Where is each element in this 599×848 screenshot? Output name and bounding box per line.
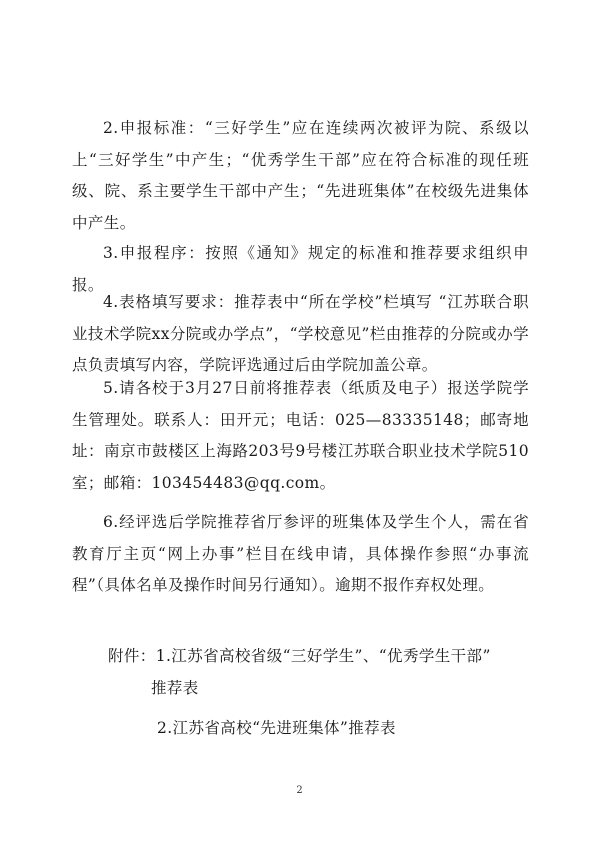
page-number: 2 [296,785,303,796]
paragraph-submission-contact: 5.请各校于3月27日前将推荐表（纸质及电子）报送学院学生管理处。联系人：田开元；电话：025—83335148；邮寄地址：南京市鼓楼区上海路203号9号楼江苏联合职业技术学院510室；邮箱：103454483@qq.com。 [72,379,529,492]
attachment-heading: 附件：1.江苏省高校省级“三好学生”、“优秀学生干部” [108,647,491,665]
paragraph-form-requirements: 4.表格填写要求：推荐表中“所在学校”栏填写 “江苏联合职业技术学院xx分院或办学点”，“学校意见”栏由推荐的分院或办学点负责填写内容，学院评选通过后由学院加盖公章。 [72,293,529,374]
paragraph-online-application: 6.经评选后学院推荐省厅参评的班集体及学生个人，需在省教育厅主页“网上办事”栏目在线申请，具体操作参照“办事流程”（具体名单及操作时间另行通知）。逾期不报作弃权处理。 [72,513,529,594]
paragraph-application-procedure: 3.申报程序：按照《通知》规定的标准和推荐要求组织申报。 [72,244,529,294]
attachment-item-2: 2.江苏省高校“先进班集体”推荐表 [157,719,396,737]
attachment-item-1-continuation: 推荐表 [151,679,199,697]
paragraph-application-standards: 2.申报标准：“三好学生”应在连续两次被评为院、系级以上“三好学生”中产生；“优秀学生干部”应在符合标准的现任班级、院、系主要学生干部中产生；“先进班集体”在校级先进集体中产生。 [72,119,529,232]
